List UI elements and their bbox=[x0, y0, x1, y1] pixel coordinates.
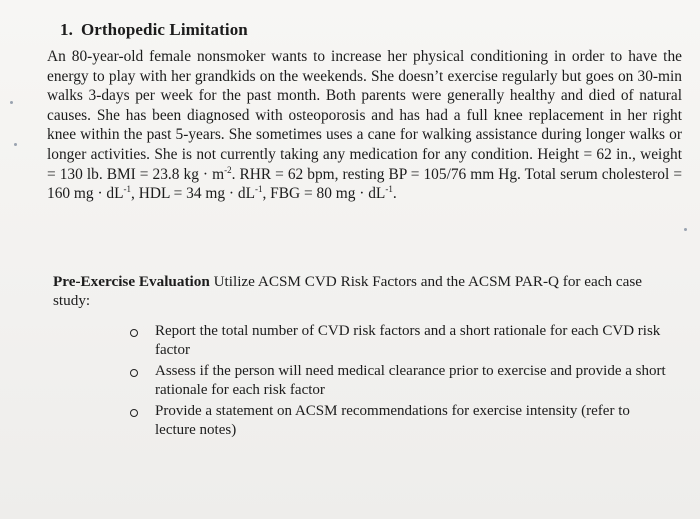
margin-dot bbox=[10, 101, 13, 104]
case-text-part: An 80-year-old female nonsmoker wants to increase her physical conditioning in order to have the energy to play with her grandkids on the weekends. She doesn’t exercise regularly but goes on 30-min walks 3-days per week for the past month. Both parents were generally healthy and died of natural causes. She has been diagnosed with osteoporosis and has had a full knee replacement in her right knee within the past 5-years. She sometimes uses a cane for walking assistance during longer walks or longer activities. She is not currently taking any medication for any condition. Height = 62 in., weight = 130 lb. BMI = 23.8 kg · m bbox=[47, 48, 682, 183]
task-item bbox=[130, 402, 670, 440]
circle-bullet-icon bbox=[130, 329, 138, 337]
task-list bbox=[130, 322, 670, 442]
superscript: -1 bbox=[385, 184, 393, 195]
task-text: Assess if the person will need medical clearance prior to exercise and provide a short rationale for each risk factor bbox=[155, 363, 666, 398]
section-heading bbox=[60, 20, 248, 40]
case-text-part: . RHR = 62 bpm, resting BP = 105/76 mm Hg. Total serum cholesterol = 160 mg · dL bbox=[47, 165, 682, 203]
section-number: 1. bbox=[60, 20, 73, 39]
superscript: -1 bbox=[123, 184, 132, 195]
section-title: Orthopedic Limitation bbox=[80, 20, 248, 39]
margin-dot bbox=[14, 143, 17, 146]
margin-dot bbox=[684, 228, 687, 231]
circle-bullet-icon bbox=[130, 409, 138, 417]
case-text-part: , HDL = 34 mg · dL bbox=[131, 185, 255, 203]
case-text-part: , FBG = 80 mg · dL bbox=[262, 185, 386, 203]
evaluation-instructions bbox=[53, 272, 673, 310]
case-text-part: . bbox=[392, 185, 397, 203]
superscript: -1 bbox=[254, 184, 263, 195]
evaluation-title: Pre-Exercise Evaluation bbox=[53, 273, 210, 290]
task-text: Provide a statement on ACSM recommendations for exercise intensity (refer to lecture notes) bbox=[155, 403, 630, 438]
superscript: -2 bbox=[224, 164, 232, 175]
circle-bullet-icon bbox=[130, 369, 138, 377]
task-item bbox=[130, 322, 670, 360]
task-item bbox=[130, 362, 670, 400]
case-study-paragraph bbox=[47, 47, 682, 204]
task-text: Report the total number of CVD risk factors and a short rationale for each CVD risk factor bbox=[155, 323, 661, 358]
evaluation-intro: Utilize ACSM CVD Risk Factors and the ACSM PAR-Q for each case study: bbox=[53, 273, 643, 309]
